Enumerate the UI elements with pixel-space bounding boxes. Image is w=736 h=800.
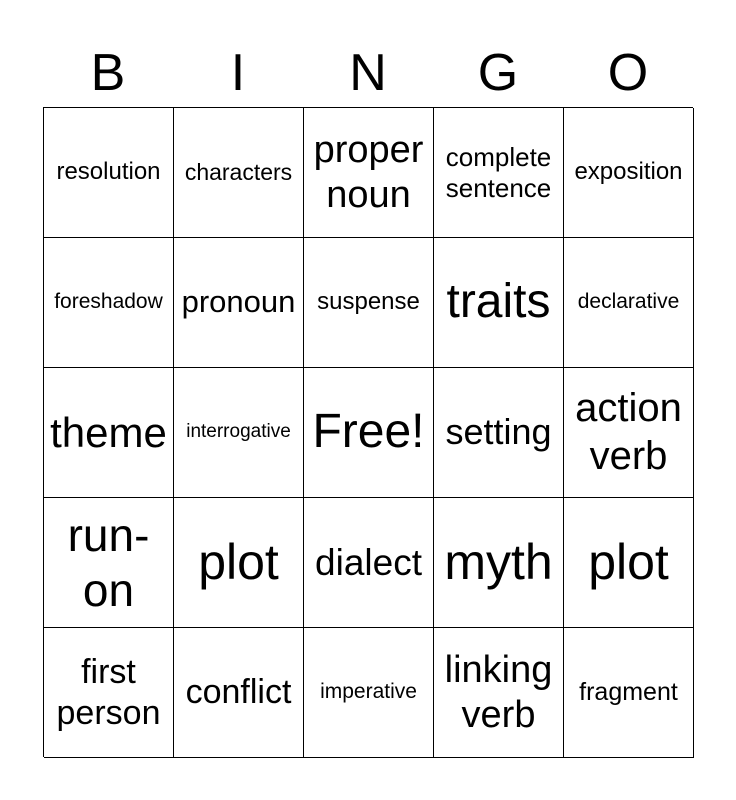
bingo-cell-text: traits xyxy=(446,275,551,329)
bingo-cell-text: myth xyxy=(444,534,553,590)
bingo-cell-text: linking verb xyxy=(444,648,553,736)
bingo-cell-text: interrogative xyxy=(186,421,291,443)
bingo-cell-text: resolution xyxy=(56,158,161,186)
bingo-cell[interactable] xyxy=(564,628,694,758)
header-letter-o: O xyxy=(607,44,649,102)
header-letter-n: N xyxy=(349,44,387,102)
header-letter-g: G xyxy=(477,44,519,102)
bingo-cell[interactable] xyxy=(304,238,434,368)
bingo-cell-text: imperative xyxy=(320,680,417,704)
bingo-cell[interactable] xyxy=(304,498,434,628)
bingo-cell[interactable] xyxy=(44,628,174,758)
bingo-cell-text: fragment xyxy=(579,677,678,706)
bingo-cell-text: Free! xyxy=(312,405,425,459)
bingo-cell[interactable] xyxy=(304,368,434,498)
bingo-cell-text: exposition xyxy=(574,158,683,186)
bingo-cell[interactable] xyxy=(434,238,564,368)
bingo-board xyxy=(43,107,693,757)
bingo-cell[interactable] xyxy=(564,238,694,368)
bingo-cell[interactable] xyxy=(304,108,434,238)
bingo-cell[interactable] xyxy=(564,498,694,628)
bingo-cell[interactable] xyxy=(44,238,174,368)
bingo-cell[interactable] xyxy=(304,628,434,758)
bingo-cell-text: foreshadow xyxy=(54,290,163,314)
header-letter-i: I xyxy=(230,44,246,102)
bingo-cell-text: first person xyxy=(56,653,161,732)
bingo-cell[interactable] xyxy=(174,108,304,238)
bingo-cell-text: complete sentence xyxy=(445,141,552,203)
bingo-cell[interactable] xyxy=(174,238,304,368)
bingo-cell[interactable] xyxy=(434,498,564,628)
bingo-cell-text: setting xyxy=(445,411,552,453)
bingo-cell-text: pronoun xyxy=(181,284,296,320)
bingo-cell[interactable] xyxy=(44,368,174,498)
bingo-cell-text: plot xyxy=(588,534,669,590)
bingo-cell[interactable] xyxy=(44,108,174,238)
bingo-cell[interactable] xyxy=(174,628,304,758)
bingo-cell[interactable] xyxy=(44,498,174,628)
header-letter-b: B xyxy=(90,44,126,102)
bingo-cell-text: action verb xyxy=(575,386,682,478)
bingo-header xyxy=(43,40,693,106)
bingo-cell-text: suspense xyxy=(317,288,420,316)
bingo-cell[interactable] xyxy=(564,108,694,238)
bingo-cell-text: dialect xyxy=(315,541,422,583)
bingo-cell[interactable] xyxy=(174,498,304,628)
bingo-cell-text: run- on xyxy=(67,509,150,616)
bingo-cell-text: declarative xyxy=(577,290,680,314)
bingo-cell[interactable] xyxy=(434,628,564,758)
bingo-cell-text: plot xyxy=(198,534,279,590)
bingo-cell[interactable] xyxy=(174,368,304,498)
bingo-cell[interactable] xyxy=(434,108,564,238)
bingo-cell-text: characters xyxy=(184,158,293,185)
bingo-cell-text: proper noun xyxy=(313,128,424,216)
bingo-cell[interactable] xyxy=(434,368,564,498)
bingo-cell[interactable] xyxy=(564,368,694,498)
bingo-cell-text: theme xyxy=(50,408,167,456)
bingo-cell-text: conflict xyxy=(185,673,292,712)
